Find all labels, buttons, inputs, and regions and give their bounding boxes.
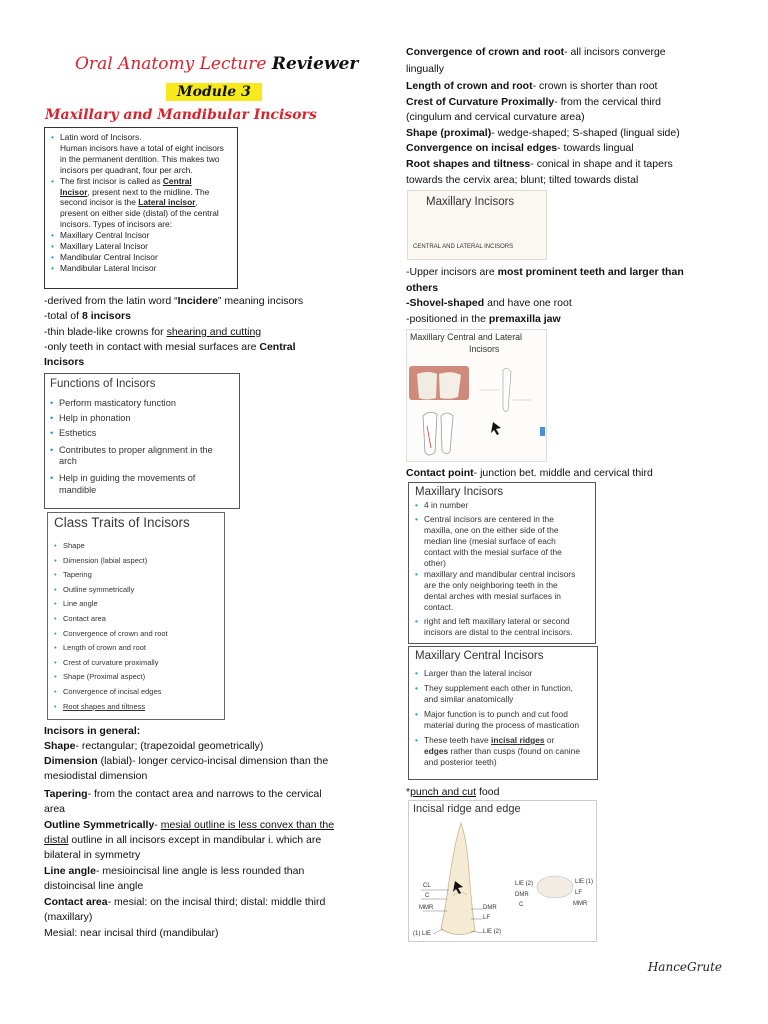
max-incisors-title: Maxillary Incisors: [415, 486, 504, 498]
note-incidere: -derived from the latin word “Incidere” meaning incisors: [44, 295, 304, 307]
general-contact: Contact area- mesial: on the incisal third; distal: middle third: [44, 896, 326, 908]
trait-item: • Shape (Proximal aspect): [54, 670, 218, 685]
note-convergence-crown-root: Convergence of crown and root- all incisors converge: [406, 46, 666, 58]
type-item: • Mandibular Lateral Incisor: [51, 263, 231, 274]
general-contact-2: (maxillary): [44, 911, 93, 923]
function-item: • Perform masticatory function: [50, 396, 234, 411]
function-item: • Help in guiding the movements of: [50, 472, 234, 484]
slide-max-title: Maxillary Incisors: [426, 196, 515, 208]
author-signature: HanceGrute: [647, 960, 722, 974]
trait-item: • Convergence of incisal edges: [54, 685, 218, 700]
label-lie1: (1) LIE: [413, 931, 432, 937]
general-tapering: Tapering- from the contact area and narrows to the cervical: [44, 788, 322, 800]
class-traits-title: Class Traits of Incisors: [54, 515, 190, 530]
tooth-drawing-1: [423, 412, 437, 455]
incisor-diagram: [409, 801, 598, 943]
type-item: • Maxillary Central Incisor: [51, 230, 231, 241]
central-item: • Major function is to punch and cut food: [415, 709, 591, 720]
general-outline: Outline Symmetrically- mesial outline is less convex than the: [44, 819, 335, 831]
note-contact-2: Incisors: [44, 356, 85, 368]
functions-title: Functions of Incisors: [50, 378, 156, 390]
function-item: mandible: [59, 484, 97, 495]
max-item: • right and left maxillary lateral or second: [415, 616, 589, 627]
note-contact-point: Contact point- junction bet. middle and cervical third: [406, 467, 653, 479]
general-contact-3: Mesial: near incisal third (mandibular): [44, 927, 219, 939]
trait-item: • Tapering: [54, 568, 218, 583]
label-dmr: DMR: [483, 905, 497, 911]
trait-item: • Root shapes and tiltness: [54, 700, 218, 715]
note-punch-cut: *punch and cut food: [406, 786, 500, 798]
note-total: -total of 8 incisors: [44, 310, 131, 322]
label-c: C: [425, 893, 430, 899]
label-lf: LF: [483, 915, 491, 921]
slide-maxillary-title: [407, 190, 547, 260]
page-subtitle: Maxillary and Mandibular Incisors: [45, 107, 317, 123]
trait-item: • Convergence of crown and root: [54, 627, 218, 642]
function-item: • Contributes to proper alignment in the: [50, 445, 234, 457]
general-heading: Incisors in general:: [44, 725, 141, 737]
note-contact: -only teeth in contact with mesial surfaces are Central: [44, 341, 296, 353]
max-item: • maxillary and mandibular central incisors: [415, 569, 589, 580]
note-crest: Crest of Curvature Proximally- from the cervical third: [406, 96, 661, 108]
trait-item: • Contact area: [54, 612, 218, 627]
note-incisal-convergence: Convergence on incisal edges- towards lingual: [406, 142, 634, 154]
trait-item: • Crest of curvature proximally: [54, 656, 218, 671]
slide-max-sub: CENTRAL AND LATERAL INCISORS: [413, 244, 514, 250]
slide-functions: [44, 373, 240, 509]
photo-title-1: Maxillary Central and Lateral: [410, 332, 522, 342]
type-item: • Maxillary Lateral Incisor: [51, 241, 231, 252]
general-shape: Shape- rectangular; (trapezoidal geometrically): [44, 740, 264, 752]
general-line-angle: Line angle- mesioincisal line angle is less rounded than: [44, 865, 305, 877]
general-dimension: Dimension (labial)- longer cervico-incisal dimension than the: [44, 755, 329, 767]
tooth-photo-right: [439, 372, 461, 399]
label-r-lie2: LIE (2): [515, 881, 534, 887]
general-outline-2: distal outline in all incisors except in mandibular i. which are: [44, 834, 322, 846]
ridge-title: Incisal ridge and edge: [413, 803, 521, 815]
general-line-angle-2: distoincisal line angle: [44, 880, 144, 892]
note-upper-2: others: [406, 282, 439, 294]
trait-item: • Outline symmetrically: [54, 583, 218, 598]
tooth-drawing-2: [441, 413, 453, 454]
note-shape-proximal: Shape (proximal)- wedge-shaped; S-shaped (lingual side): [406, 127, 680, 139]
note-crest-2: (cingulum and cervical curvature area): [406, 111, 585, 123]
label-r-lf: LF: [575, 890, 583, 896]
slide-maxillary-central: Maxillary Central Incisors • Larger than the lateral incisor • They supplement each other in function, and similar anatomically • Major function is to punch and cut food material during the process of mastication • These teeth have incisal ridges or edges rather than cusps (found on canine and posterior teeth): [408, 646, 598, 780]
slide-class-traits: [47, 512, 225, 720]
note-premaxilla: -positioned in the premaxilla jaw: [406, 313, 561, 325]
title-main: Oral Anatomy Lecture: [75, 54, 267, 74]
general-tapering-2: area: [44, 803, 66, 815]
max-item: • Central incisors are centered in the: [415, 514, 589, 525]
function-item: • Esthetics: [50, 426, 234, 441]
central-item: • They supplement each other in function,: [415, 683, 591, 694]
incisal-view: [537, 876, 573, 898]
label-cl: CL: [423, 883, 431, 889]
note-upper: -Upper incisors are most prominent teeth and larger than: [406, 266, 684, 278]
trait-item: • Shape: [54, 539, 218, 554]
type-item: • Mandibular Central Incisor: [51, 252, 231, 263]
central-item: • Larger than the lateral incisor: [415, 668, 591, 679]
slide-incisal-ridge: [408, 800, 597, 942]
label-r-dmr: DMR: [515, 892, 529, 898]
teeth-illustration: [407, 330, 548, 463]
module-label: Module 3: [166, 83, 262, 101]
central-item: • These teeth have incisal ridges or: [415, 735, 591, 746]
title-reviewer: Reviewer: [271, 54, 359, 74]
tooth-photo-left: [417, 372, 437, 400]
function-item: arch: [59, 456, 77, 467]
trait-item: • Line angle: [54, 597, 218, 612]
blue-marker: [540, 427, 545, 436]
trait-item: • Dimension (labial aspect): [54, 554, 218, 569]
photo-title-2: Incisors: [469, 344, 500, 354]
general-outline-3: bilateral in symmetry: [44, 849, 141, 861]
trait-item: • Length of crown and root: [54, 641, 218, 656]
central-title: Maxillary Central Incisors: [415, 650, 544, 662]
note-root-shapes-2: towards the cervix area; blunt; tilted towards distal: [406, 174, 639, 186]
slide1-text: • Latin word of Incisors.: [51, 132, 231, 143]
note-length: Length of crown and root- crown is shorter than root: [406, 80, 658, 92]
incisor-crown: [441, 823, 475, 935]
label-lie2: LIE (2): [483, 929, 502, 935]
max-item: • 4 in number: [415, 500, 589, 511]
label-r-c: C: [519, 902, 524, 908]
note-crowns: -thin blade-like crowns for shearing and cutting: [44, 326, 262, 338]
note-shovel: -Shovel-shaped and have one root: [406, 297, 572, 309]
note-root-shapes: Root shapes and tiltness- conical in shape and it tapers: [406, 158, 673, 170]
note-convergence-2: lingually: [406, 63, 444, 75]
slide-latin-word: • Latin word of Incisors. Human incisors have a total of eight incisors in the permanent dentition. This makes two incisors per quadrant, four per arch. • The first incisor is called as Central Incisor, present next to the midline. The second incisor is the Lateral incisor, present on either side (distal) of the central incisors. Types of incisors are: • Maxillary Central Incisor • Maxillary Lateral Incisor • Mandibular Central Incisor • Mandibular Lateral Incisor: [44, 127, 238, 289]
tooth-drawing-3: [503, 368, 511, 411]
cursor-icon: [491, 422, 501, 435]
slide-central-lateral-photo: [406, 329, 547, 462]
label-r-mmr: MMR: [573, 901, 588, 907]
label-r-lie1: LIE (1): [575, 879, 594, 885]
slide-maxillary-incisors: Maxillary Incisors • 4 in number • Central incisors are centered in the maxilla, one on the either side of the median line (mesial surface of each contact with the mesial surface of the other) • maxillary and mandibular central incisors are the only neighboring teeth in the dental arches with mesial surfaces in contact. • right and left maxillary lateral or second incisors are distal to the central incisors.: [408, 482, 596, 644]
general-dimension-2: mesiodistal dimension: [44, 770, 148, 782]
function-item: • Help in phonation: [50, 411, 234, 426]
page-title: [75, 54, 358, 74]
label-mmr: MMR: [419, 905, 434, 911]
